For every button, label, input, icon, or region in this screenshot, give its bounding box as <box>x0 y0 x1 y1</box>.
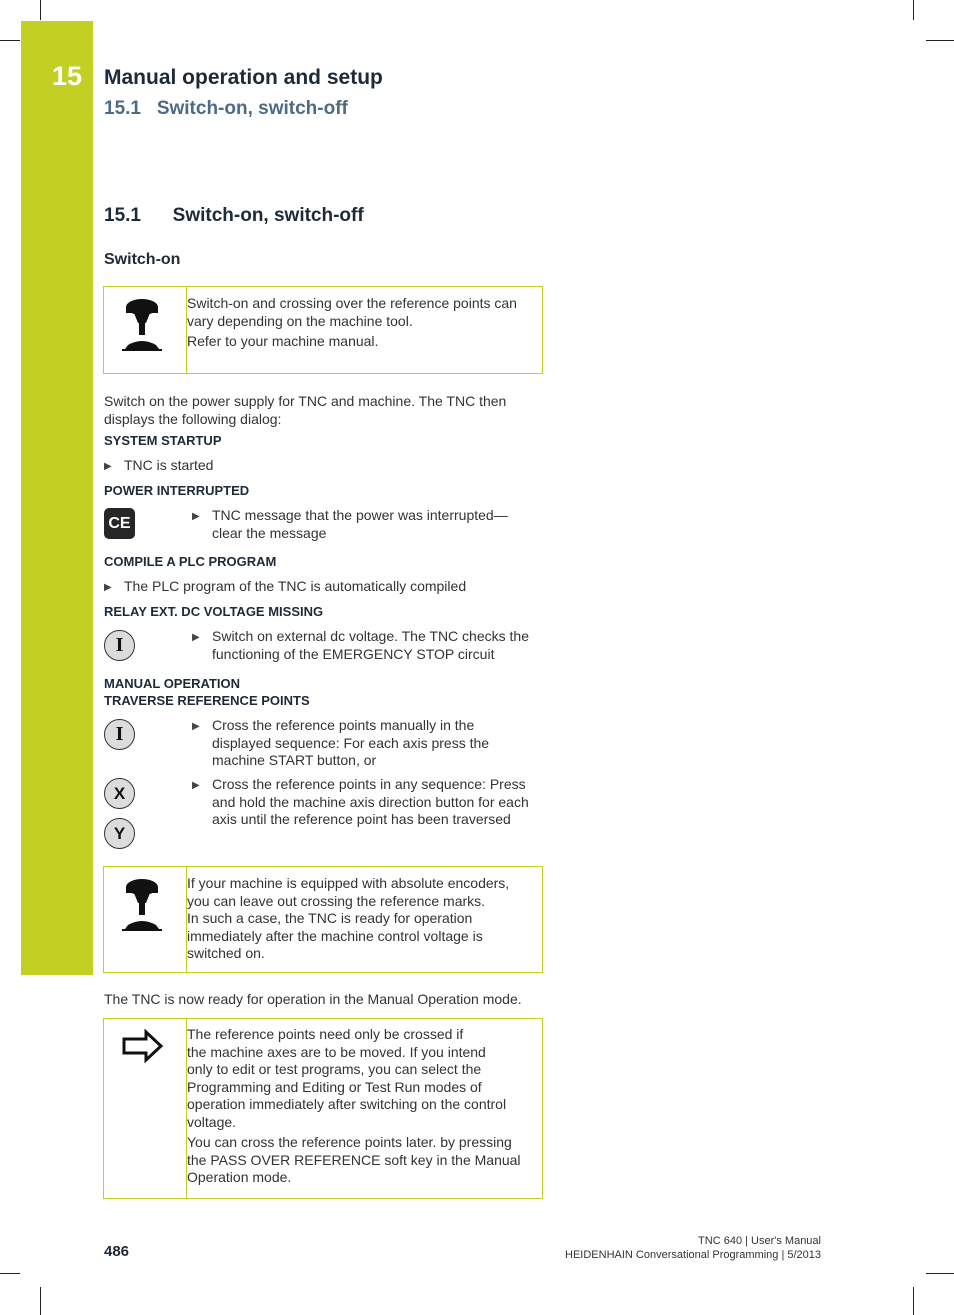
note-line: Operation mode. <box>187 1169 292 1185</box>
note-line: In such a case, the TNC is ready for operation <box>187 910 473 926</box>
note-line: only to edit or test programs, you can select the <box>187 1061 482 1077</box>
footer-manual-title: TNC 640 | User's Manual <box>698 1235 821 1247</box>
note-text <box>187 1026 537 1187</box>
note-text <box>187 295 537 351</box>
note-line: operation immediately after switching on the control <box>187 1096 507 1112</box>
note-line: immediately after the machine control voltage is <box>187 927 483 944</box>
bullet-text: and hold the machine axis direction button for each <box>212 793 529 810</box>
chapter-sidebar <box>21 21 93 975</box>
machine-tool-icon <box>122 297 162 358</box>
bullet-text: The PLC program of the TNC is automatically compiled <box>124 578 467 594</box>
machine-note-box <box>103 866 543 973</box>
note-line: Switch-on and crossing over the reference points can <box>187 295 517 311</box>
note-line: Refer to your machine manual. <box>187 333 379 349</box>
crop-mark <box>913 1287 914 1315</box>
bullet-triangle-icon: ▶ <box>192 511 200 522</box>
bullet-text: functioning of the EMERGENCY STOP circuit <box>212 645 495 662</box>
bullet-text: Cross the reference points in any sequence: Press <box>212 776 526 792</box>
note-line: the PASS OVER REFERENCE soft key in the Manual <box>187 1151 521 1168</box>
bullet-item <box>192 507 508 542</box>
subsection-title: Switch-on <box>104 251 181 268</box>
intro-paragraph <box>104 393 506 428</box>
bullet-text: machine START button, or <box>212 752 377 768</box>
intro-line: displays the following dialog: <box>104 410 282 427</box>
crop-mark <box>40 0 41 20</box>
tip-note-box <box>103 1018 543 1199</box>
bullet-text: clear the message <box>212 524 327 541</box>
crop-mark <box>40 1287 41 1315</box>
bullet-text: axis until the reference point has been traversed <box>212 811 511 827</box>
machine-note-box <box>103 286 543 374</box>
note-line: switched on. <box>187 945 265 961</box>
bullet-triangle-icon: ▶ <box>104 461 112 472</box>
page-number: 486 <box>104 1243 130 1260</box>
y-axis-key-icon: Y <box>104 818 135 849</box>
note-line: If your machine is equipped with absolute encoders, <box>187 875 510 891</box>
note-text <box>187 875 537 963</box>
bullet-item <box>192 628 529 663</box>
start-key-icon: I <box>104 719 135 750</box>
dialog-label-line: MANUAL OPERATION <box>104 676 241 691</box>
note-line: voltage. <box>187 1113 237 1130</box>
dialog-label: POWER INTERRUPTED <box>104 483 250 498</box>
crop-mark <box>926 40 954 41</box>
bullet-text: displayed sequence: For each axis press the <box>212 734 490 751</box>
crop-mark <box>0 1273 20 1274</box>
dialog-label-line: TRAVERSE REFERENCE POINTS <box>104 693 310 708</box>
bullet-triangle-icon: ▶ <box>192 721 200 732</box>
note-line: the machine axes are to be moved. If you intend <box>187 1043 486 1060</box>
dialog-label: RELAY EXT. DC VOLTAGE MISSING <box>104 604 324 619</box>
note-line: Programming and Editing or Test Run modes of <box>187 1078 482 1095</box>
bullet-item <box>104 578 466 596</box>
ce-key-icon: CE <box>104 508 135 539</box>
bullet-item <box>192 776 529 829</box>
note-line: you can leave out crossing the reference marks. <box>187 892 486 909</box>
x-axis-key-icon: X <box>104 778 135 809</box>
chapter-number: 15 <box>52 61 83 91</box>
note-line: vary depending on the machine tool. <box>187 312 413 329</box>
bullet-item <box>104 457 213 475</box>
bullet-triangle-icon: ▶ <box>192 780 200 791</box>
dialog-label <box>104 675 310 709</box>
bullet-triangle-icon: ▶ <box>192 632 200 643</box>
ready-paragraph: The TNC is now ready for operation in the Manual Operation mode. <box>104 991 522 1007</box>
note-line: The reference points need only be crossed if <box>187 1026 464 1042</box>
crop-mark <box>0 40 20 41</box>
dialog-label: COMPILE A PLC PROGRAM <box>104 554 277 569</box>
intro-line: Switch on the power supply for TNC and machine. The TNC then <box>104 393 507 409</box>
bullet-text: Cross the reference points manually in the <box>212 717 475 733</box>
bullet-text: TNC is started <box>124 457 214 473</box>
note-line: You can cross the reference points later. by pressing <box>187 1134 512 1150</box>
running-section-title: 15.1 Switch-on, switch-off <box>104 98 348 119</box>
start-key-icon: I <box>104 630 135 661</box>
machine-tool-icon <box>122 877 162 938</box>
footer-publication: HEIDENHAIN Conversational Programming | 5/2013 <box>565 1249 821 1261</box>
crop-mark <box>926 1273 954 1274</box>
chapter-title: Manual operation and setup <box>104 66 383 89</box>
bullet-text: TNC message that the power was interrupted— <box>212 507 508 523</box>
bullet-text: Switch on external dc voltage. The TNC checks the <box>212 628 529 644</box>
dialog-label: SYSTEM STARTUP <box>104 433 222 448</box>
bullet-triangle-icon: ▶ <box>104 582 112 593</box>
section-title: 15.1 Switch-on, switch-off <box>104 205 364 226</box>
arrow-right-icon <box>122 1029 164 1068</box>
bullet-item <box>192 717 489 770</box>
crop-mark <box>913 0 914 20</box>
